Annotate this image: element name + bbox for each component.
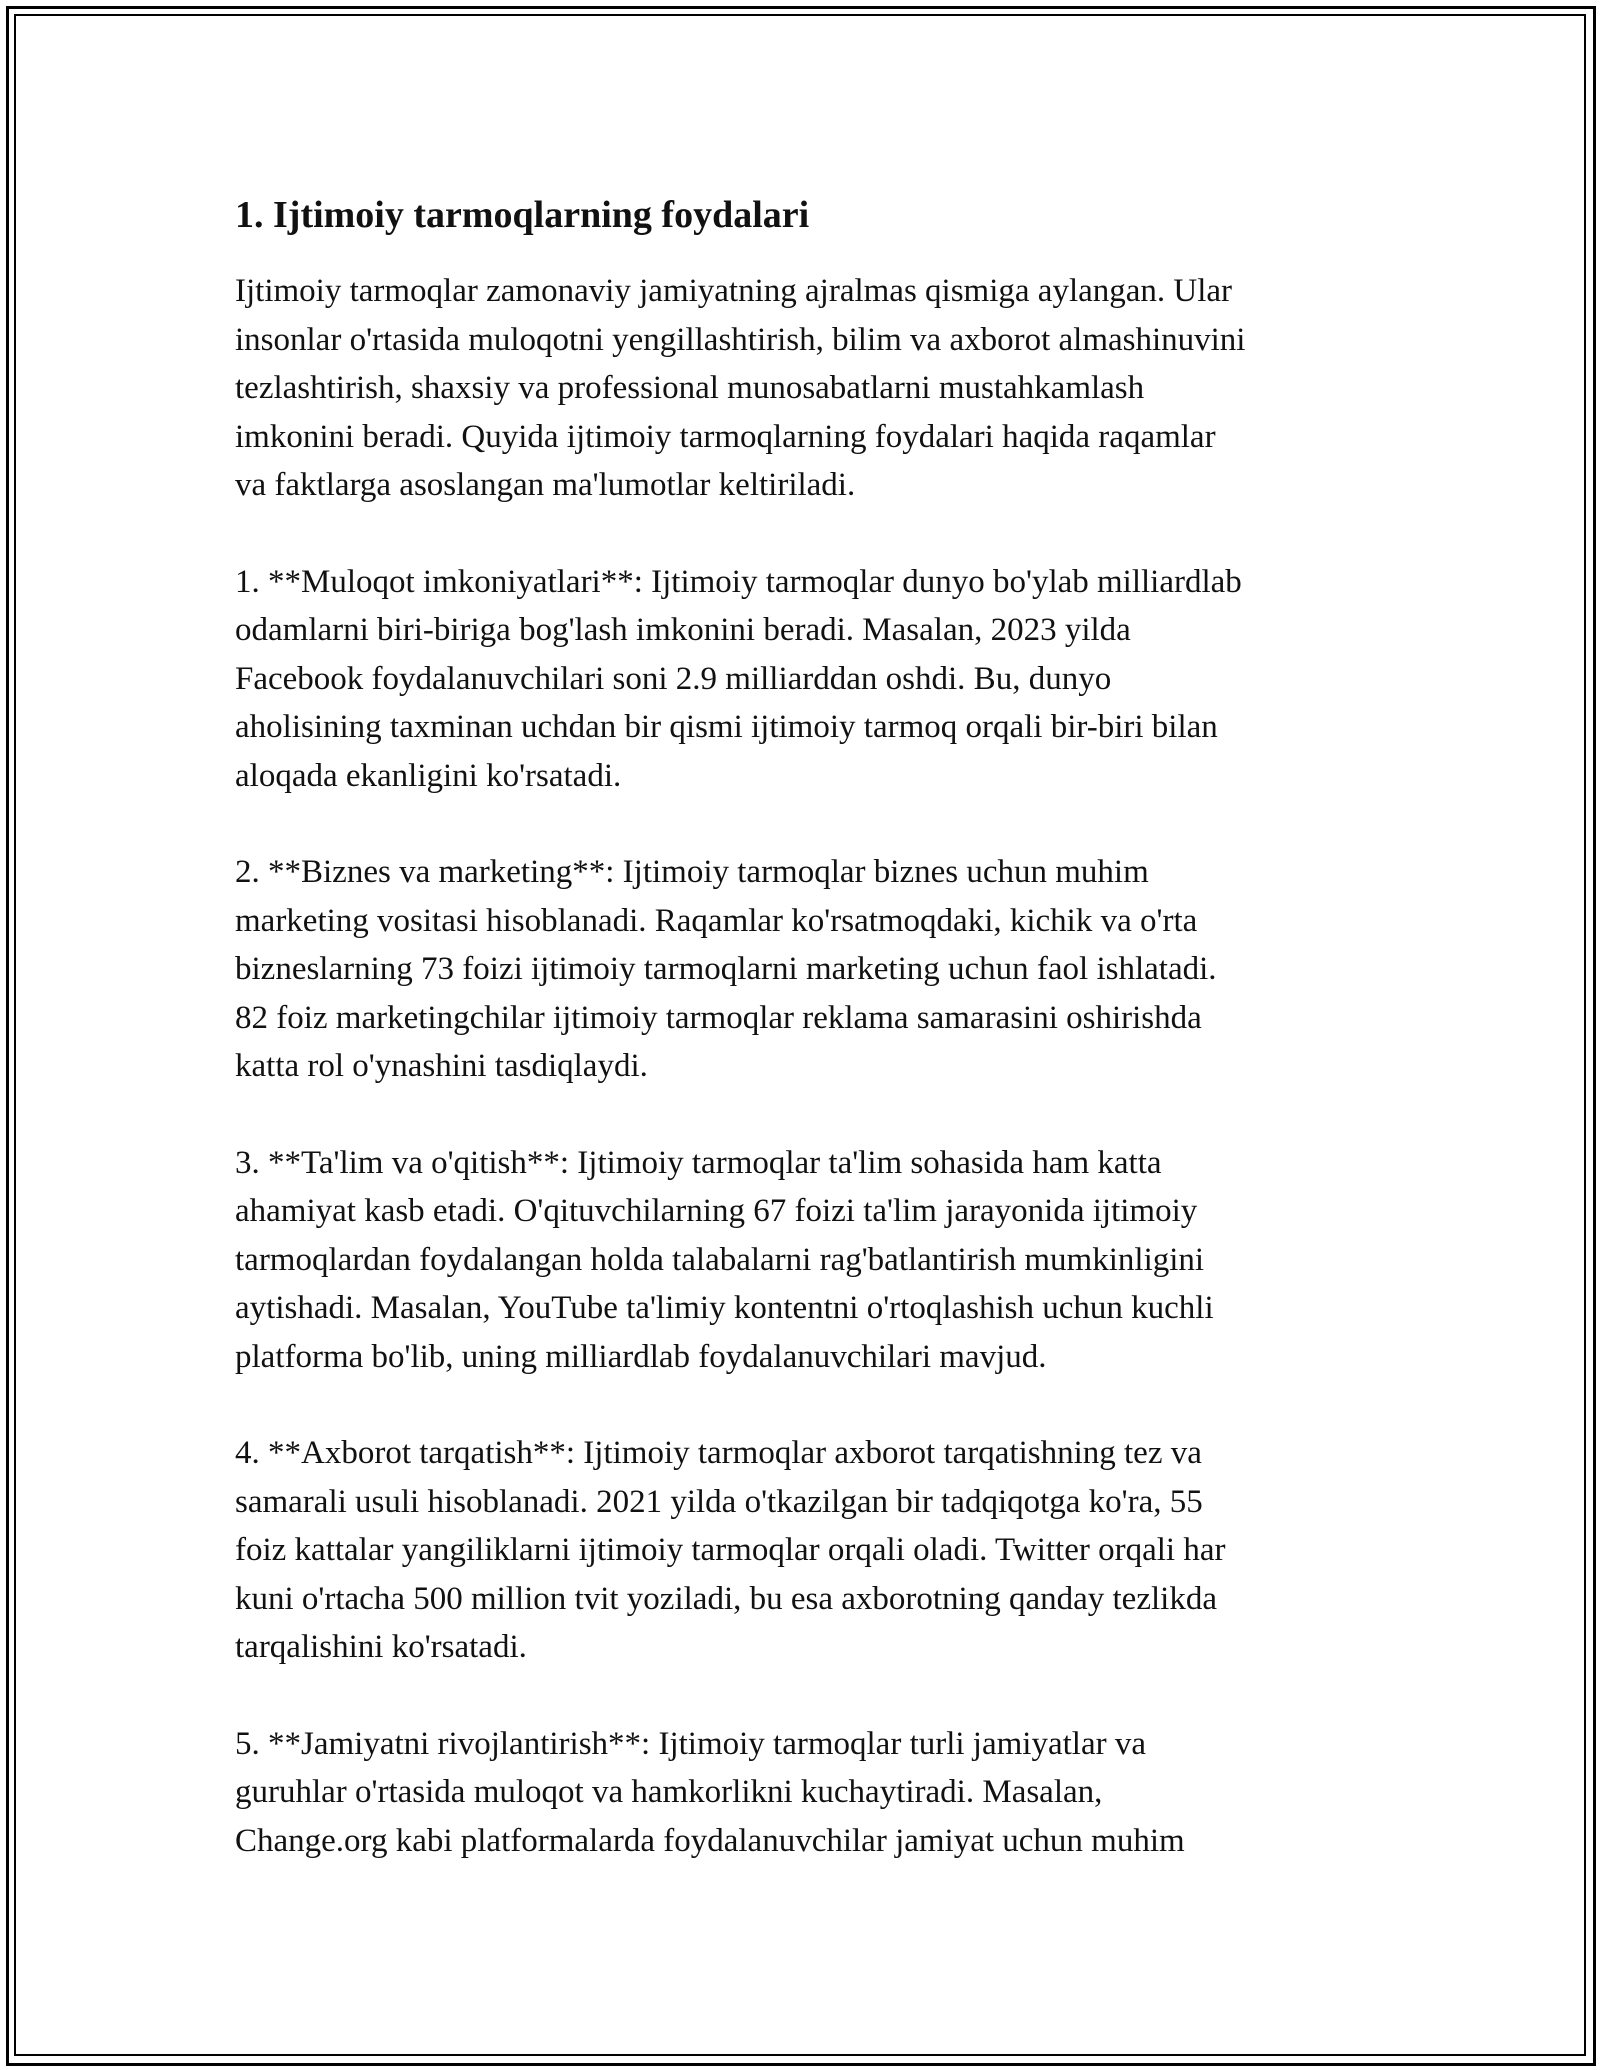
text-line: va faktlarga asoslangan ma'lumotlar keltiriladi. [235,467,856,503]
section-heading: 1. Ijtimoiy tarmoqlarning foydalari [235,194,810,236]
point-paragraph-3 [235,1139,1395,1382]
text-line: guruhlar o'rtasida muloqot va hamkorlikni kuchaytiradi. Masalan, [235,1774,1103,1810]
text-line: samarali usuli hisoblanadi. 2021 yilda o'tkazilgan bir tadqiqotga ko'ra, 55 [235,1483,1203,1520]
text-line: tarmoqlardan foydalangan holda talabalarni rag'batlantirish mumkinligini [235,1241,1205,1278]
text-line: 3. **Ta'lim va o'qitish**: Ijtimoiy tarmoqlar ta'lim sohasida ham katta [235,1144,1162,1181]
text-line: Change.org kabi platformalarda foydalanuvchilar jamiyat uchun muhim [235,1822,1185,1859]
text-line: insonlar o'rtasida muloqotni yengillashtirish, bilim va axborot almashinuvini [235,321,1246,358]
point-paragraph-5 [235,1720,1395,1866]
point-paragraph-2 [235,848,1395,1091]
text-line: 4. **Axborot tarqatish**: Ijtimoiy tarmoqlar axborot tarqatishning tez va [235,1435,1202,1471]
text-line: aloqada ekanligini ko'rsatadi. [235,757,622,794]
text-line: 82 foiz marketingchilar ijtimoiy tarmoqlar reklama samarasini oshirishda [235,999,1202,1036]
text-line: imkonini beradi. Quyida ijtimoiy tarmoqlarning foydalari haqida raqamlar [235,418,1216,455]
text-line: kuni o'rtacha 500 million tvit yoziladi, bu esa axborotning qanday tezlikda [235,1580,1217,1617]
text-line: ahamiyat kasb etadi. O'qituvchilarning 67 foizi ta'lim jarayonida ijtimoiy [235,1193,1198,1229]
text-line: odamlarni biri-biriga bog'lash imkonini beradi. Masalan, 2023 yilda [235,612,1131,648]
text-line: bizneslarning 73 foizi ijtimoiy tarmoqlarni marketing uchun faol ishlatadi. [235,951,1217,987]
text-line: 1. **Muloqot imkoniyatlari**: Ijtimoiy tarmoqlar dunyo bo'ylab milliardlab [235,563,1242,600]
text-line: katta rol o'ynashini tasdiqlaydi. [235,1048,648,1084]
text-line: 2. **Biznes va marketing**: Ijtimoiy tarmoqlar biznes uchun muhim [235,854,1149,890]
text-line: marketing vositasi hisoblanadi. Raqamlar ko'rsatmoqdaki, kichik va o'rta [235,902,1198,939]
text-line: aholisining taxminan uchdan bir qismi ijtimoiy tarmoq orqali bir-biri bilan [235,709,1218,745]
point-paragraph-1 [235,558,1395,801]
intro-paragraph [235,267,1395,510]
text-line: platforma bo'lib, uning milliardlab foydalanuvchilari mavjud. [235,1338,1047,1375]
text-line: Ijtimoiy tarmoqlar zamonaviy jamiyatning ajralmas qismiga aylangan. Ular [235,273,1233,309]
text-line: tarqalishini ko'rsatadi. [235,1629,527,1665]
text-line: tezlashtirish, shaxsiy va professional munosabatlarni mustahkamlash [235,370,1145,406]
text-line: foiz kattalar yangiliklarni ijtimoiy tarmoqlar orqali oladi. Twitter orqali har [235,1532,1226,1568]
text-line: Facebook foydalanuvchilari soni 2.9 milliarddan oshdi. Bu, dunyo [235,660,1112,697]
text-line: 5. **Jamiyatni rivojlantirish**: Ijtimoiy tarmoqlar turli jamiyatlar va [235,1725,1146,1762]
text-line: aytishadi. Masalan, YouTube ta'limiy kontentni o'rtoqlashish uchun kuchli [235,1290,1214,1326]
document-body [235,185,1395,1913]
point-paragraph-4 [235,1429,1395,1672]
